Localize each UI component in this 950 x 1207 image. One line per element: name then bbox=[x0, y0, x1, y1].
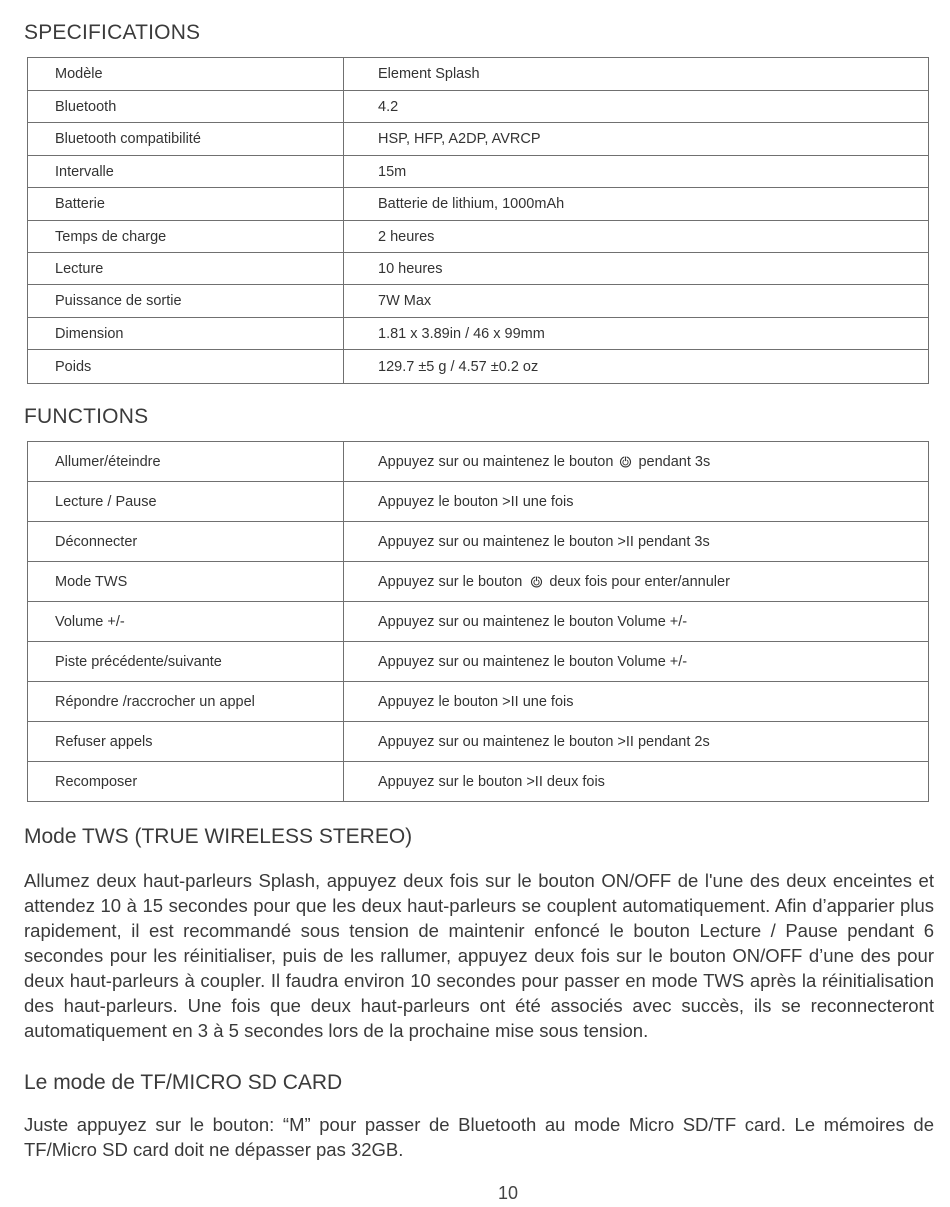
spec-row bbox=[28, 91, 929, 123]
page-number: 10 bbox=[497, 1183, 519, 1203]
spec-label: Temps de charge bbox=[28, 221, 344, 253]
function-value: Appuyez sur le bouton >II deux fois bbox=[344, 762, 929, 802]
function-value: Appuyez sur ou maintenez le bouton Volume +/- bbox=[344, 602, 929, 642]
function-row bbox=[28, 762, 929, 802]
function-label: Piste précédente/suivante bbox=[28, 642, 344, 682]
function-value bbox=[344, 442, 929, 482]
function-row bbox=[28, 642, 929, 682]
function-label: Refuser appels bbox=[28, 722, 344, 762]
functions-table bbox=[27, 441, 929, 802]
function-value: Appuyez sur ou maintenez le bouton Volume +/- bbox=[344, 642, 929, 682]
function-row bbox=[28, 522, 929, 562]
function-value: Appuyez le bouton >II une fois bbox=[344, 482, 929, 522]
function-value: Appuyez le bouton >II une fois bbox=[344, 682, 929, 722]
spec-value: 1.81 x 3.89in / 46 x 99mm bbox=[344, 318, 929, 350]
function-label: Volume +/- bbox=[28, 602, 344, 642]
power-icon bbox=[530, 575, 543, 588]
spec-row bbox=[28, 350, 929, 384]
spec-value: Batterie de lithium, 1000mAh bbox=[344, 188, 929, 221]
spec-label: Batterie bbox=[28, 188, 344, 221]
specifications-table bbox=[27, 57, 929, 384]
function-row bbox=[28, 482, 929, 522]
spec-value: 2 heures bbox=[344, 221, 929, 253]
function-label: Recomposer bbox=[28, 762, 344, 802]
function-value-start: Appuyez sur le bouton bbox=[378, 573, 523, 590]
spec-value: 10 heures bbox=[344, 253, 929, 285]
tws-heading: Mode TWS (TRUE WIRELESS STEREO) bbox=[24, 825, 413, 848]
specifications-heading: SPECIFICATIONS bbox=[24, 21, 201, 44]
function-label: Lecture / Pause bbox=[28, 482, 344, 522]
function-label: Répondre /raccrocher un appel bbox=[28, 682, 344, 722]
spec-row bbox=[28, 285, 929, 318]
function-row bbox=[28, 602, 929, 642]
spec-value: 4.2 bbox=[344, 91, 929, 123]
spec-label: Puissance de sortie bbox=[28, 285, 344, 318]
spec-row bbox=[28, 123, 929, 156]
function-value-end: pendant 3s bbox=[638, 453, 711, 470]
function-value-end: deux fois pour enter/annuler bbox=[549, 573, 730, 590]
spec-label: Dimension bbox=[28, 318, 344, 350]
function-value-start: Appuyez sur ou maintenez le bouton bbox=[378, 453, 614, 470]
spec-row bbox=[28, 221, 929, 253]
spec-value: Element Splash bbox=[344, 58, 929, 91]
function-row bbox=[28, 722, 929, 762]
function-row bbox=[28, 562, 929, 602]
function-value bbox=[344, 562, 929, 602]
spec-row bbox=[28, 253, 929, 285]
spec-label: Modèle bbox=[28, 58, 344, 91]
tws-paragraph: Allumez deux haut-parleurs Splash, appuyez deux fois sur le bouton ON/OFF de l'une des deux enceintes et attendez 10 à 15 secondes pour que les deux haut-parleurs se couplent automatiquement. Afin d’apparier plus rapidement, il est recommandé sous tension de maintenir enfoncé le bouton Lecture / Pause pendant 6 secondes pour les réinitialiser, puis de les rallumer, appuyez deux fois sur le bouton ON/OFF d’une des pour deux haut-parleurs à coupler. Il faudra environ 10 secondes pour passer en mode TWS après la réinitialisation des haut-parleurs. Une fois que deux haut-parleurs ont été associés avec succès, ils se reconnecteront automatiquement en 3 à 5 secondes lors de la prochaine mise sous tension. bbox=[24, 870, 934, 1041]
function-label: Allumer/éteindre bbox=[28, 442, 344, 482]
spec-label: Bluetooth compatibilité bbox=[28, 123, 344, 156]
spec-value: 15m bbox=[344, 156, 929, 188]
spec-row bbox=[28, 58, 929, 91]
function-row bbox=[28, 682, 929, 722]
functions-heading: FUNCTIONS bbox=[24, 405, 149, 428]
function-label: Déconnecter bbox=[28, 522, 344, 562]
spec-value: 129.7 ±5 g / 4.57 ±0.2 oz bbox=[344, 350, 929, 384]
spec-label: Bluetooth bbox=[28, 91, 344, 123]
function-value: Appuyez sur ou maintenez le bouton >II pendant 3s bbox=[344, 522, 929, 562]
function-value: Appuyez sur ou maintenez le bouton >II pendant 2s bbox=[344, 722, 929, 762]
sdcard-paragraph: Juste appuyez sur le bouton: “M” pour passer de Bluetooth au mode Micro SD/TF card. Le mémoires de TF/Micro SD card doit ne dépasser pas 32GB. bbox=[24, 1114, 934, 1160]
power-icon bbox=[619, 455, 632, 468]
spec-row bbox=[28, 318, 929, 350]
spec-label: Intervalle bbox=[28, 156, 344, 188]
spec-label: Poids bbox=[28, 350, 344, 384]
spec-value: 7W Max bbox=[344, 285, 929, 318]
spec-label: Lecture bbox=[28, 253, 344, 285]
sdcard-heading: Le mode de TF/MICRO SD CARD bbox=[24, 1071, 343, 1094]
function-row bbox=[28, 442, 929, 482]
spec-row bbox=[28, 156, 929, 188]
spec-row bbox=[28, 188, 929, 221]
function-label: Mode TWS bbox=[28, 562, 344, 602]
spec-value: HSP, HFP, A2DP, AVRCP bbox=[344, 123, 929, 156]
